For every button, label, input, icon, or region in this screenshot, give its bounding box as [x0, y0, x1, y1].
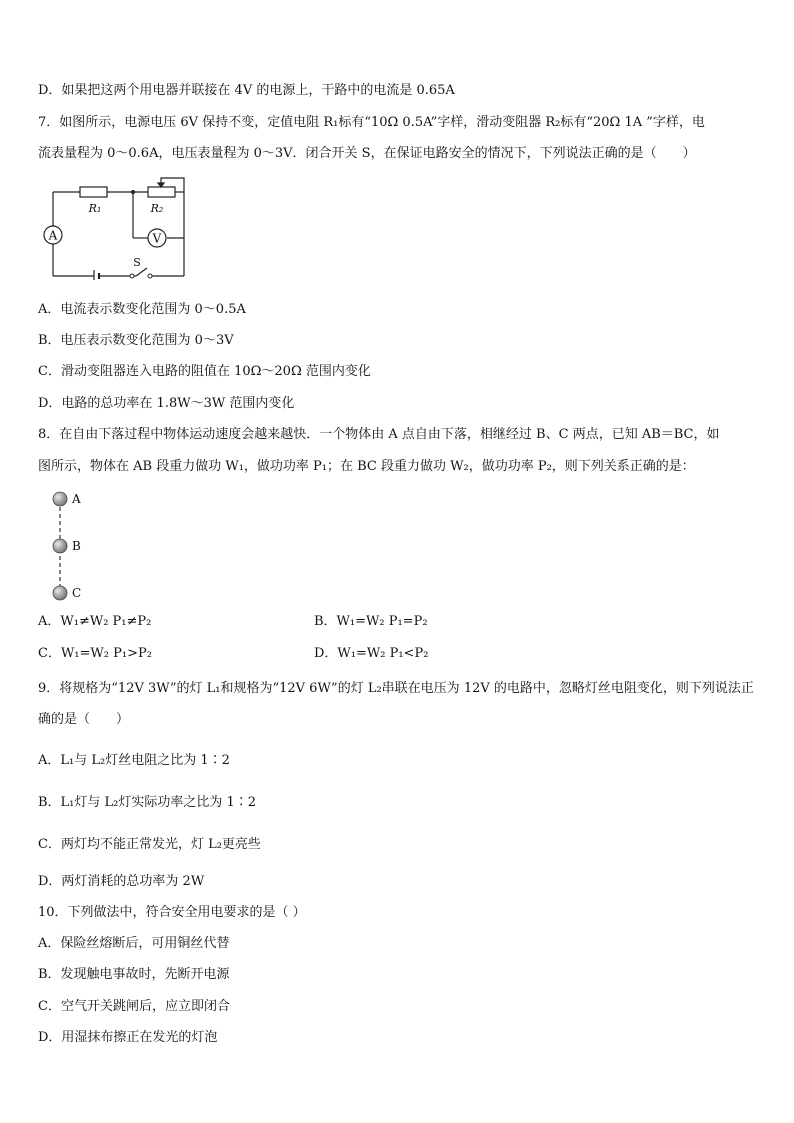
q9-stem: 9．将规格为“12V 3W”的灯 L₁和规格为“12V 6W”的灯 L₂串联在电压为 12V 的电路中，忽略灯丝电阻变化，则下列说法正确的是（ ） [38, 681, 754, 727]
q6-option-d: D．如果把这两个用电器并联接在 4V 的电源上，干路中的电流是 0.65A [38, 83, 455, 98]
q10-option-a: A．保险丝熔断后，可用铜丝代替 [38, 936, 230, 951]
q7-stem-line1: 7．如图所示，电源电压 6V 保持不变，定值电阻 R₁标有“10Ω 0.5A”字样，滑动变阻器 R₂标有“20Ω 1A ”字样，电 [38, 115, 705, 130]
q8-option-d: D．W₁=W₂ P₁<P₂ [314, 646, 429, 661]
q10-option-c: C．空气开关跳闸后，应立即闭合 [38, 999, 230, 1014]
r2-label: R₂ [150, 202, 164, 215]
q7-option-c: C．滑动变阻器连入电路的阻值在 10Ω～20Ω 范围内变化 [38, 364, 371, 379]
switch-contact-right [148, 274, 152, 278]
q9-option-c: C．两灯均不能正常发光，灯 L₂更亮些 [38, 837, 261, 852]
q10-option-d: D．用湿抹布擦正在发光的灯泡 [38, 1030, 218, 1045]
ammeter-label: A [48, 228, 58, 243]
point-c-ball [53, 586, 67, 600]
q7-option-a: A．电流表示数变化范围为 0～0.5A [38, 302, 246, 317]
q8-stem-line2: 图所示，物体在 AB 段重力做功 W₁，做功功率 P₁；在 BC 段重力做功 W₂，做功功率 P₂，则下列关系正确的是： [38, 459, 695, 474]
q8-option-c: C．W₁=W₂ P₁>P₂ [38, 646, 152, 661]
point-c-label: C [72, 586, 82, 600]
q10-stem: 10．下列做法中，符合安全用电要求的是（ ） [38, 905, 306, 920]
q8-stem-line1: 8．在自由下落过程中物体运动速度会越来越快．一个物体由 A 点自由下落，相继经过 B、C 两点，已知 AB＝BC，如 [38, 427, 720, 442]
q10-option-b: B．发现触电事故时，先断开电源 [38, 967, 230, 982]
q7-option-b: B．电压表示数变化范围为 0～3V [38, 333, 234, 348]
q7-option-d: D．电路的总功率在 1.8W～3W 范围内变化 [38, 396, 295, 411]
q9-option-d: D．两灯消耗的总功率为 2W [38, 874, 205, 889]
resistor-r1 [80, 187, 107, 197]
r1-label: R₁ [88, 202, 102, 215]
q9-option-b: B．L₁灯与 L₂灯实际功率之比为 1∶2 [38, 795, 257, 810]
q8-option-a: A．W₁≠W₂ P₁≠P₂ [38, 614, 152, 629]
q9-option-a: A．L₁与 L₂灯丝电阻之比为 1∶2 [38, 753, 230, 768]
point-a-label: A [72, 492, 81, 506]
voltmeter-label: V [152, 231, 162, 246]
switch-label: S [133, 256, 141, 269]
switch-contact-left [130, 274, 134, 278]
point-a-ball [53, 492, 67, 506]
point-b-ball [53, 539, 67, 553]
point-b-label: B [72, 539, 81, 553]
q8-option-b: B．W₁=W₂ P₁=P₂ [314, 614, 428, 629]
junction-dot [131, 190, 135, 194]
q7-circuit-diagram [36, 174, 196, 280]
q7-stem-line2: 流表量程为 0～0.6A，电压表量程为 0～3V．闭合开关 S，在保证电路安全的情况下，下列说法正确的是（ ） [38, 146, 696, 161]
resistor-r2 [148, 187, 175, 197]
q8-falling-object-diagram [50, 488, 90, 604]
